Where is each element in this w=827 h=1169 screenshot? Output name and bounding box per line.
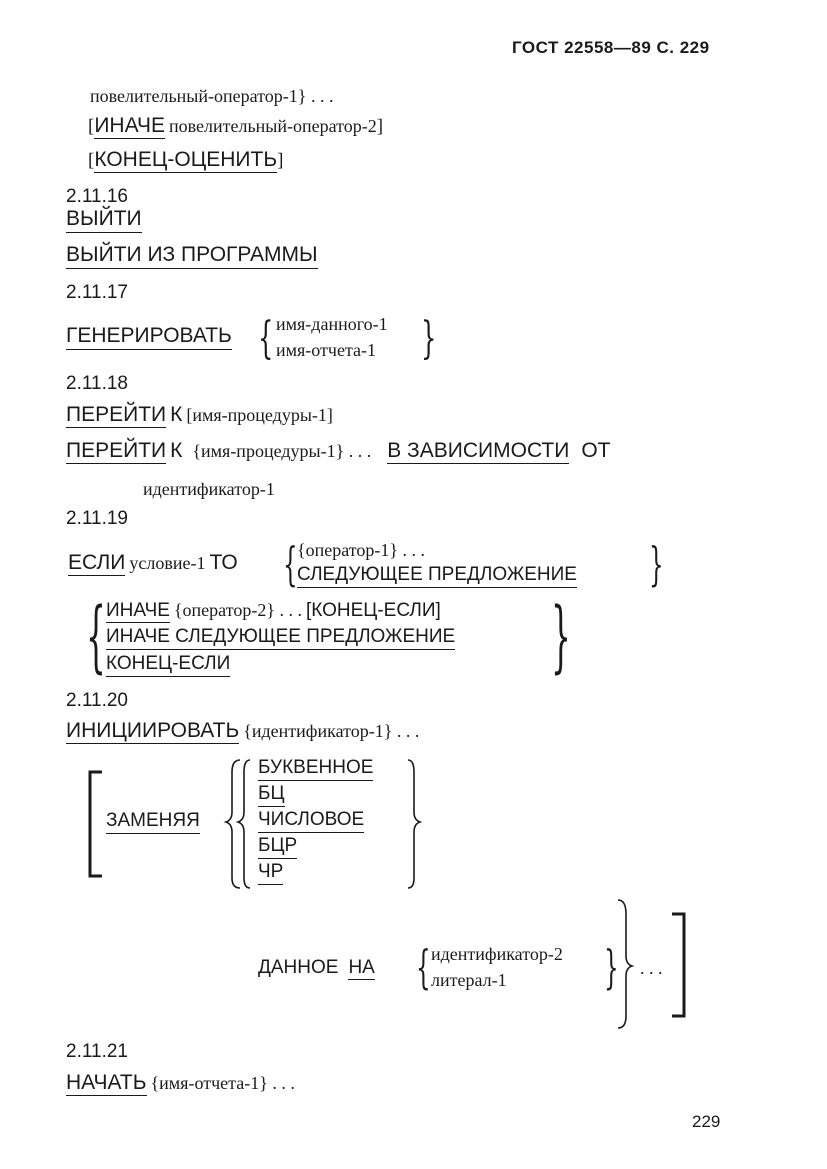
end-evaluate-keyword: КОНЕЦ-ОЦЕНИТЬ xyxy=(94,148,278,171)
generate-option-2: имя-отчета-1 xyxy=(276,340,377,360)
right-brace: } xyxy=(604,940,619,994)
category-numeric-edited: ЧР xyxy=(258,861,283,885)
data-by-line xyxy=(258,957,375,979)
else-operand: повелительный-оператор-2 xyxy=(168,116,377,136)
by-option-2: литерал-1 xyxy=(431,970,507,990)
replacing-left-bracket xyxy=(90,772,102,876)
to-keyword: К xyxy=(170,403,183,426)
category-alphanumeric-edited: БЦР xyxy=(258,835,297,859)
generate-keyword: ГЕНЕРИРОВАТЬ xyxy=(66,324,232,350)
open-bracket: [ xyxy=(88,150,95,171)
then-statement: {оператор-1} . . . xyxy=(297,540,426,560)
to-keyword: К xyxy=(170,439,183,462)
outer-right-brace xyxy=(408,760,420,888)
depending-keyword: В ЗАВИСИМОСТИ xyxy=(387,439,570,462)
by-keyword: НА xyxy=(348,957,375,978)
right-brace: } xyxy=(551,592,571,682)
left-brace: { xyxy=(416,940,431,994)
section-number: 2.11.19 xyxy=(66,508,128,529)
report-list: {имя-отчета-1} . . . xyxy=(150,1073,295,1093)
on-keyword: ОТ xyxy=(581,439,611,462)
close-bracket: ] xyxy=(277,150,284,171)
page-number: 229 xyxy=(692,1112,721,1131)
close-bracket: ] xyxy=(376,116,384,137)
data-keyword: ДАННОЕ xyxy=(258,957,339,978)
goto-keyword: ПЕРЕЙТИ xyxy=(66,439,167,462)
data-right-brace-outer xyxy=(618,900,632,1028)
section-number: 2.11.20 xyxy=(66,690,128,711)
section-number: 2.11.17 xyxy=(66,282,128,303)
then-keyword: ТО xyxy=(209,551,238,574)
exit-program-keyword: ВЫЙТИ ИЗ ПРОГРАММЫ xyxy=(66,243,318,269)
evaluate-line-1: повелительный-оператор-1} . . . xyxy=(90,86,334,106)
replacing-right-bracket xyxy=(672,914,684,1016)
open-bracket: [ xyxy=(88,116,95,137)
section-number: 2.11.21 xyxy=(66,1041,128,1062)
replacing-keyword: ЗАМЕНЯЯ xyxy=(106,810,200,834)
left-brace: { xyxy=(258,313,274,364)
initialize-identifier: {идентификатор-1} . . . xyxy=(243,721,420,741)
right-brace: } xyxy=(649,537,664,591)
category-alphanumeric: БЦ xyxy=(258,783,285,807)
next-sentence-keyword: СЛЕДУЮЩЕЕ ПРЕДЛОЖЕНИЕ xyxy=(297,564,577,588)
else-next-sentence-keyword: ИНАЧЕ СЛЕДУЮЩЕЕ ПРЕДЛОЖЕНИЕ xyxy=(106,626,455,650)
end-if-keyword: КОНЕЦ-ЕСЛИ xyxy=(106,653,230,677)
initiate-keyword: НАЧАТЬ xyxy=(66,1071,147,1094)
left-brace: { xyxy=(283,537,298,591)
category-alphabetic: БУКВЕННОЕ xyxy=(258,757,373,781)
else-keyword: ИНАЧЕ xyxy=(94,114,165,137)
by-option-1: идентификатор-2 xyxy=(431,944,563,964)
procedure-optional: [имя-процедуры-1] xyxy=(186,405,333,425)
left-brace: { xyxy=(86,592,106,682)
else-keyword: ИНАЧЕ xyxy=(106,600,170,621)
else-statement: {оператор-2} . . . xyxy=(173,600,302,620)
section-number: 2.11.18 xyxy=(66,373,128,394)
category-numeric: ЧИСЛОВОЕ xyxy=(258,809,364,833)
generate-option-1: имя-данного-1 xyxy=(276,314,388,334)
section-number: 2.11.16 xyxy=(66,186,128,207)
inner-left-brace xyxy=(238,760,250,888)
end-if-bracketed: [КОНЕЦ-ЕСЛИ] xyxy=(305,600,441,621)
exit-keyword: ВЫЙТИ xyxy=(66,207,142,233)
depending-identifier: идентификатор-1 xyxy=(143,479,275,499)
outer-left-brace xyxy=(226,760,240,888)
initiate-line xyxy=(66,1071,295,1095)
initialize-keyword: ИНИЦИИРОВАТЬ xyxy=(66,719,240,742)
condition: условие-1 xyxy=(129,553,206,573)
goto-keyword: ПЕРЕЙТИ xyxy=(66,403,167,426)
running-head: ГОСТ 22558—89 С. 229 xyxy=(512,38,710,57)
right-brace: } xyxy=(421,313,437,364)
procedure-list: {имя-процедуры-1} . . . xyxy=(192,441,372,461)
if-keyword: ЕСЛИ xyxy=(68,551,126,574)
repeat-ellipsis: . . . xyxy=(640,958,663,978)
